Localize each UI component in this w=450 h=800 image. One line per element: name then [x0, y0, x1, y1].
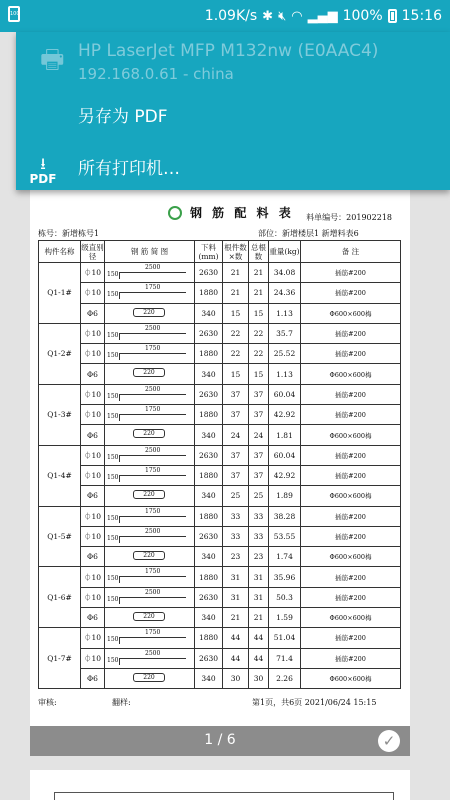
weight-cell: 1.59	[269, 608, 301, 628]
shape-length: 2500	[145, 264, 161, 271]
total-cell: 15	[249, 303, 269, 323]
count-cell: 37	[223, 405, 249, 425]
grade-cell: Φ6	[81, 364, 105, 384]
stirrup-shape: 220	[133, 673, 165, 682]
cut-length-cell: 340	[195, 425, 223, 445]
shape-cell	[105, 263, 195, 283]
shape-cell	[105, 486, 195, 506]
count-cell: 37	[223, 445, 249, 465]
total-cell: 37	[249, 384, 269, 404]
sign-label: 翻样:	[112, 698, 131, 708]
note-cell: Φ600×600梅	[301, 364, 401, 384]
shape-length: 1750	[145, 629, 161, 637]
count-cell: 37	[223, 465, 249, 485]
shape-cell	[105, 628, 195, 648]
shape-hook-length: 150	[107, 413, 119, 421]
shape-hook-length: 150	[107, 271, 119, 278]
shape-length: 2500	[145, 527, 161, 535]
weight-cell: 1.13	[269, 303, 301, 323]
count-cell: 23	[223, 547, 249, 567]
member-name: Q1-1#	[39, 263, 81, 324]
note-cell: Φ600×600梅	[301, 425, 401, 445]
cut-length-cell: 1880	[195, 506, 223, 526]
page-info: 第1页，共6页 2021/06/24 15:15	[252, 698, 377, 708]
pdf-download-icon: ⭳ PDF	[29, 154, 57, 186]
stirrup-shape: 220	[133, 612, 165, 621]
weight-cell: 1.81	[269, 425, 301, 445]
battery-icon	[388, 9, 397, 23]
cut-length-cell: 340	[195, 486, 223, 506]
table-row	[39, 567, 401, 587]
shape-hook-length: 150	[107, 656, 119, 664]
count-cell: 31	[223, 567, 249, 587]
table-row	[39, 608, 401, 628]
shape-hook-length: 150	[107, 636, 119, 644]
grade-cell: ⏀10	[81, 506, 105, 526]
note-cell: 插筋#200	[301, 323, 401, 343]
table-row	[39, 364, 401, 384]
cut-length-cell: 2630	[195, 587, 223, 607]
table-row	[39, 445, 401, 465]
weight-cell: 24.36	[269, 283, 301, 303]
note-cell: 插筋#200	[301, 465, 401, 485]
note-cell: 插筋#200	[301, 344, 401, 364]
column-header: 总根数	[249, 241, 269, 263]
printer-address: 192.168.0.61 - china	[78, 65, 234, 83]
signal-icon: ▂▄▆	[307, 8, 338, 24]
shape-length: 1750	[145, 406, 161, 414]
weight-cell: 1.13	[269, 364, 301, 384]
note-cell: Φ600×600梅	[301, 303, 401, 323]
count-cell: 33	[223, 506, 249, 526]
total-cell: 44	[249, 648, 269, 668]
total-cell: 22	[249, 344, 269, 364]
shape-cell	[105, 425, 195, 445]
stirrup-shape: 220	[133, 551, 165, 560]
weight-cell: 1.74	[269, 547, 301, 567]
weight-cell: 42.92	[269, 465, 301, 485]
grade-cell: ⏀10	[81, 344, 105, 364]
company-logo	[168, 206, 182, 220]
note-cell: 插筋#200	[301, 405, 401, 425]
weight-cell: 51.04	[269, 628, 301, 648]
note-cell: 插筋#200	[301, 628, 401, 648]
column-header: 下料(mm)	[195, 241, 223, 263]
grade-cell: Φ6	[81, 608, 105, 628]
shape-hook-length: 150	[107, 453, 119, 461]
table-row	[39, 486, 401, 506]
total-cell: 25	[249, 486, 269, 506]
shape-cell	[105, 405, 195, 425]
shape-cell	[105, 668, 195, 688]
count-cell: 31	[223, 587, 249, 607]
table-row	[39, 465, 401, 485]
weight-cell: 53.55	[269, 526, 301, 546]
note-cell: 插筋#200	[301, 506, 401, 526]
weight-cell: 34.08	[269, 263, 301, 283]
shape-length: 2500	[145, 446, 161, 454]
cut-length-cell: 1880	[195, 465, 223, 485]
shape-cell	[105, 465, 195, 485]
grade-cell: Φ6	[81, 547, 105, 567]
weight-cell: 35.96	[269, 567, 301, 587]
table-row	[39, 263, 401, 283]
count-cell: 37	[223, 384, 249, 404]
note-cell: 插筋#200	[301, 263, 401, 283]
count-cell: 25	[223, 486, 249, 506]
shape-cell	[105, 364, 195, 384]
bluetooth-icon: ✱	[262, 8, 274, 24]
column-header: 重量(kg)	[269, 241, 301, 263]
cut-length-cell: 2630	[195, 384, 223, 404]
weight-cell: 50.3	[269, 587, 301, 607]
mute-icon: 🔇︎	[278, 8, 287, 24]
shape-cell	[105, 323, 195, 343]
column-header: 根件数×数	[224, 242, 247, 261]
cut-length-cell: 2630	[195, 526, 223, 546]
total-cell: 21	[249, 263, 269, 283]
weight-cell: 1.89	[269, 486, 301, 506]
shape-cell	[105, 608, 195, 628]
shape-length: 2500	[145, 649, 161, 657]
note-cell: 插筋#200	[301, 587, 401, 607]
member-name: Q1-2#	[39, 323, 81, 384]
table-row	[39, 344, 401, 364]
cut-length-cell: 340	[195, 547, 223, 567]
count-cell: 22	[223, 344, 249, 364]
shape-cell	[105, 283, 195, 303]
count-cell: 15	[223, 303, 249, 323]
shape-length: 2500	[145, 385, 161, 393]
grade-cell: Φ6	[81, 668, 105, 688]
all-printers-label: 所有打印机…	[78, 159, 180, 179]
cut-length-cell: 1880	[195, 344, 223, 364]
shape-hook-length: 150	[107, 291, 119, 299]
member-name: Q1-6#	[39, 567, 81, 628]
count-cell: 15	[223, 364, 249, 384]
shape-length: 1750	[145, 345, 161, 353]
member-name: Q1-3#	[39, 384, 81, 445]
weight-cell: 35.7	[269, 323, 301, 343]
cut-length-cell: 1880	[195, 283, 223, 303]
member-name: Q1-5#	[39, 506, 81, 567]
review-label: 审核:	[38, 698, 57, 708]
shape-cell	[105, 445, 195, 465]
document-title: 钢 筋 配 料 表	[190, 206, 294, 220]
status-bar	[0, 0, 450, 32]
total-cell: 24	[249, 425, 269, 445]
table-row	[39, 303, 401, 323]
count-cell: 21	[223, 263, 249, 283]
grade-cell: ⏀10	[81, 323, 105, 343]
total-cell: 37	[249, 405, 269, 425]
table-row	[39, 323, 401, 343]
count-cell: 33	[223, 526, 249, 546]
total-cell: 33	[249, 526, 269, 546]
wifi-icon: ◠	[291, 8, 303, 24]
page-bar	[30, 726, 410, 756]
total-cell: 23	[249, 547, 269, 567]
weight-cell: 60.04	[269, 384, 301, 404]
all-printers-option[interactable]	[16, 146, 450, 186]
count-cell: 21	[223, 608, 249, 628]
printer-name[interactable]: HP LaserJet MFP M132nw (E0AAC4)	[78, 41, 379, 61]
grade-cell: ⏀10	[81, 648, 105, 668]
grade-cell: ⏀10	[81, 465, 105, 485]
document-page	[30, 190, 410, 726]
grade-cell: ⏀10	[81, 283, 105, 303]
stirrup-shape: 220	[133, 368, 165, 377]
shape-cell	[105, 384, 195, 404]
grade-cell: ⏀10	[81, 445, 105, 465]
total-cell: 31	[249, 587, 269, 607]
page-preview[interactable]	[30, 150, 410, 756]
total-cell: 37	[249, 445, 269, 465]
clock: 15:16	[401, 8, 442, 24]
cut-length-cell: 340	[195, 608, 223, 628]
count-cell: 22	[223, 323, 249, 343]
total-cell: 31	[249, 567, 269, 587]
shape-cell	[105, 648, 195, 668]
next-page-preview[interactable]	[30, 770, 410, 800]
cut-length-cell: 2630	[195, 323, 223, 343]
note-cell: Φ600×600梅	[301, 608, 401, 628]
grade-cell: ⏀10	[81, 587, 105, 607]
grade-cell: ⏀10	[81, 567, 105, 587]
table-row	[39, 384, 401, 404]
note-cell: Φ600×600梅	[301, 547, 401, 567]
document-number: 料单编号：201902218	[306, 213, 392, 222]
building-label: 栋号：新增栋号1	[38, 229, 100, 238]
shape-cell	[105, 567, 195, 587]
note-cell: Φ600×600梅	[301, 486, 401, 506]
table-row	[39, 547, 401, 567]
shape-hook-length: 150	[107, 392, 119, 400]
shape-length: 1750	[145, 284, 161, 292]
total-cell: 44	[249, 628, 269, 648]
stirrup-shape: 220	[133, 429, 165, 438]
shape-length: 2500	[145, 324, 161, 332]
count-cell: 30	[223, 668, 249, 688]
grade-cell: Φ6	[81, 425, 105, 445]
column-header: 级直别径	[81, 242, 104, 261]
note-cell: 插筋#200	[301, 445, 401, 465]
grade-cell: Φ6	[81, 303, 105, 323]
page-indicator: 1 / 6	[204, 732, 236, 748]
grade-cell: ⏀10	[81, 263, 105, 283]
shape-hook-length: 150	[107, 352, 119, 360]
total-cell: 21	[249, 283, 269, 303]
rebar-table	[38, 240, 401, 689]
table-row	[39, 587, 401, 607]
total-cell: 37	[249, 465, 269, 485]
column-header: 构件名称	[39, 241, 81, 263]
table-row	[39, 526, 401, 546]
sim-icon: 100	[8, 6, 24, 26]
grade-cell: Φ6	[81, 486, 105, 506]
column-header: 钢 筋 简 图	[105, 241, 195, 263]
stirrup-shape: 220	[133, 308, 165, 317]
table-row	[39, 668, 401, 688]
table-row	[39, 628, 401, 648]
table-row	[39, 425, 401, 445]
table-row	[39, 283, 401, 303]
count-cell: 44	[223, 648, 249, 668]
save-as-pdf-label: 另存为 PDF	[78, 107, 168, 127]
total-cell: 22	[249, 323, 269, 343]
shape-cell	[105, 587, 195, 607]
shape-length: 1750	[145, 466, 161, 474]
note-cell: 插筋#200	[301, 384, 401, 404]
shape-hook-length: 150	[107, 534, 119, 542]
count-cell: 21	[223, 283, 249, 303]
member-name: Q1-4#	[39, 445, 81, 506]
network-speed: 1.09K/s	[204, 8, 258, 24]
count-cell: 44	[223, 628, 249, 648]
table-row	[39, 405, 401, 425]
check-icon[interactable]: ✓	[378, 730, 400, 752]
total-cell: 21	[249, 608, 269, 628]
shape-cell	[105, 303, 195, 323]
total-cell: 15	[249, 364, 269, 384]
count-cell: 24	[223, 425, 249, 445]
weight-cell: 2.26	[269, 668, 301, 688]
shape-length: 2500	[145, 588, 161, 596]
grade-cell: ⏀10	[81, 405, 105, 425]
cut-length-cell: 2630	[195, 648, 223, 668]
cut-length-cell: 340	[195, 364, 223, 384]
shape-hook-length: 150	[107, 514, 119, 522]
weight-cell: 71.4	[269, 648, 301, 668]
total-cell: 33	[249, 506, 269, 526]
cut-length-cell: 1880	[195, 405, 223, 425]
printer-icon: 🖶︎	[40, 45, 65, 75]
cut-length-cell: 340	[195, 668, 223, 688]
note-cell: 插筋#200	[301, 283, 401, 303]
cut-length-cell: 1880	[195, 628, 223, 648]
printer-dropdown	[16, 32, 450, 190]
battery-percent: 100%	[342, 8, 383, 24]
cut-length-cell: 1880	[195, 567, 223, 587]
shape-length: 1750	[145, 507, 161, 515]
weight-cell: 60.04	[269, 445, 301, 465]
weight-cell: 42.92	[269, 405, 301, 425]
grade-cell: ⏀10	[81, 628, 105, 648]
table-row	[39, 506, 401, 526]
note-cell: 插筋#200	[301, 567, 401, 587]
location-label: 部位：新增楼层1 新增料表6	[258, 229, 359, 238]
stirrup-shape: 220	[133, 490, 165, 499]
shape-cell	[105, 506, 195, 526]
cut-length-cell: 2630	[195, 263, 223, 283]
shape-hook-length: 150	[107, 595, 119, 603]
note-cell: 插筋#200	[301, 526, 401, 546]
total-cell: 30	[249, 668, 269, 688]
shape-hook-length: 150	[107, 575, 119, 583]
shape-hook-length: 150	[107, 331, 119, 339]
cut-length-cell: 2630	[195, 445, 223, 465]
note-cell: 插筋#200	[301, 648, 401, 668]
column-header: 备 注	[301, 241, 401, 263]
weight-cell: 25.52	[269, 344, 301, 364]
shape-cell	[105, 547, 195, 567]
member-name: Q1-7#	[39, 628, 81, 689]
shape-length: 1750	[145, 568, 161, 576]
shape-hook-length: 150	[107, 473, 119, 481]
grade-cell: ⏀10	[81, 526, 105, 546]
table-row	[39, 648, 401, 668]
cut-length-cell: 340	[195, 303, 223, 323]
grade-cell: ⏀10	[81, 384, 105, 404]
shape-cell	[105, 344, 195, 364]
note-cell: Φ600×600梅	[301, 668, 401, 688]
shape-cell	[105, 526, 195, 546]
weight-cell: 38.28	[269, 506, 301, 526]
